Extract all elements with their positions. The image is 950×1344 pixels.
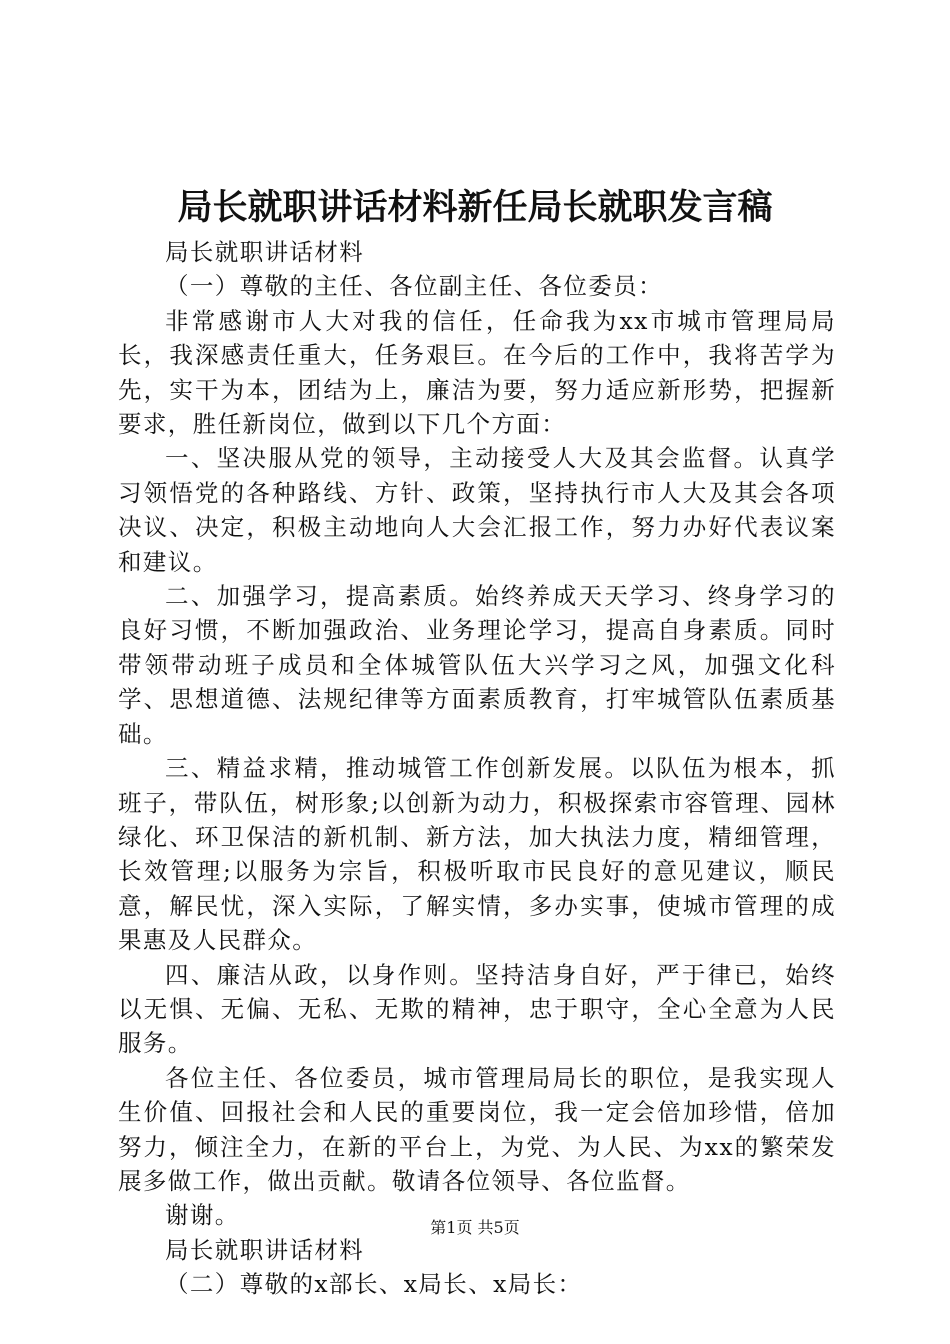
paragraph-closing: 各位主任、各位委员，城市管理局局长的职位，是我实现人生价值、回报社会和人民的重要岗位，我一定会倍加珍惜，倍加努力，倾注全力，在新的平台上，为党、为人民、为xx的繁荣发展多做工作，做出贡献。敬请各位领导、各位监督。 xyxy=(118,1063,836,1195)
document-body xyxy=(118,235,836,1302)
paragraph-salutation-1: （一）尊敬的主任、各位副主任、各位委员： xyxy=(165,272,663,301)
document-title: 局长就职讲话材料新任局长就职发言稿 xyxy=(177,187,773,228)
paragraph-salutation-2: （二）尊敬的x部长、x局长、x局长： xyxy=(165,1270,583,1299)
paragraph-point-4: 四、廉洁从政，以身作则。坚持洁身自好，严于律已，始终以无惧、无偏、无私、无欺的精神，忠于职守，全心全意为人民服务。 xyxy=(118,960,836,1058)
page-footer: 第1页 共5页 xyxy=(430,1218,520,1237)
paragraph-subheading-2: 局长就职讲话材料 xyxy=(165,1235,365,1264)
paragraph-point-2: 二、加强学习，提高素质。始终养成天天学习、终身学习的良好习惯，不断加强政治、业务理论学习，提高自身素质。同时带领带动班子成员和全体城管队伍大兴学习之风，加强文化科学、思想道德、法规纪律等方面素质教育，打牢城管队伍素质基础。 xyxy=(118,582,836,748)
paragraph-thanks: 谢谢。 xyxy=(165,1201,240,1230)
paragraph-point-3: 三、精益求精，推动城管工作创新发展。以队伍为根本，抓班子，带队伍，树形象;以创新为动力，积极探索市容管理、园林绿化、环卫保洁的新机制、新方法，加大执法力度，精细管理，长效管理;以服务为宗旨，积极听取市民良好的意见建议，顺民意，解民忧，深入实际，了解实情，多办实事，使城市管理的成果惠及人民群众。 xyxy=(118,754,836,955)
paragraph-point-1: 一、坚决服从党的领导，主动接受人大及其会监督。认真学习领悟党的各种路线、方针、政策，坚持执行市人大及其会各项决议、决定，积极主动地向人大会汇报工作，努力办好代表议案和建议。 xyxy=(118,444,836,576)
paragraph-subheading-1: 局长就职讲话材料 xyxy=(165,238,365,266)
paragraph-intro: 非常感谢市人大对我的信任，任命我为xx市城市管理局局长，我深感责任重大，任务艰巨。在今后的工作中，我将苦学为先，实干为本，团结为上，廉洁为要，努力适应新形势，把握新要求，胜任新岗位，做到以下几个方面： xyxy=(118,306,836,439)
